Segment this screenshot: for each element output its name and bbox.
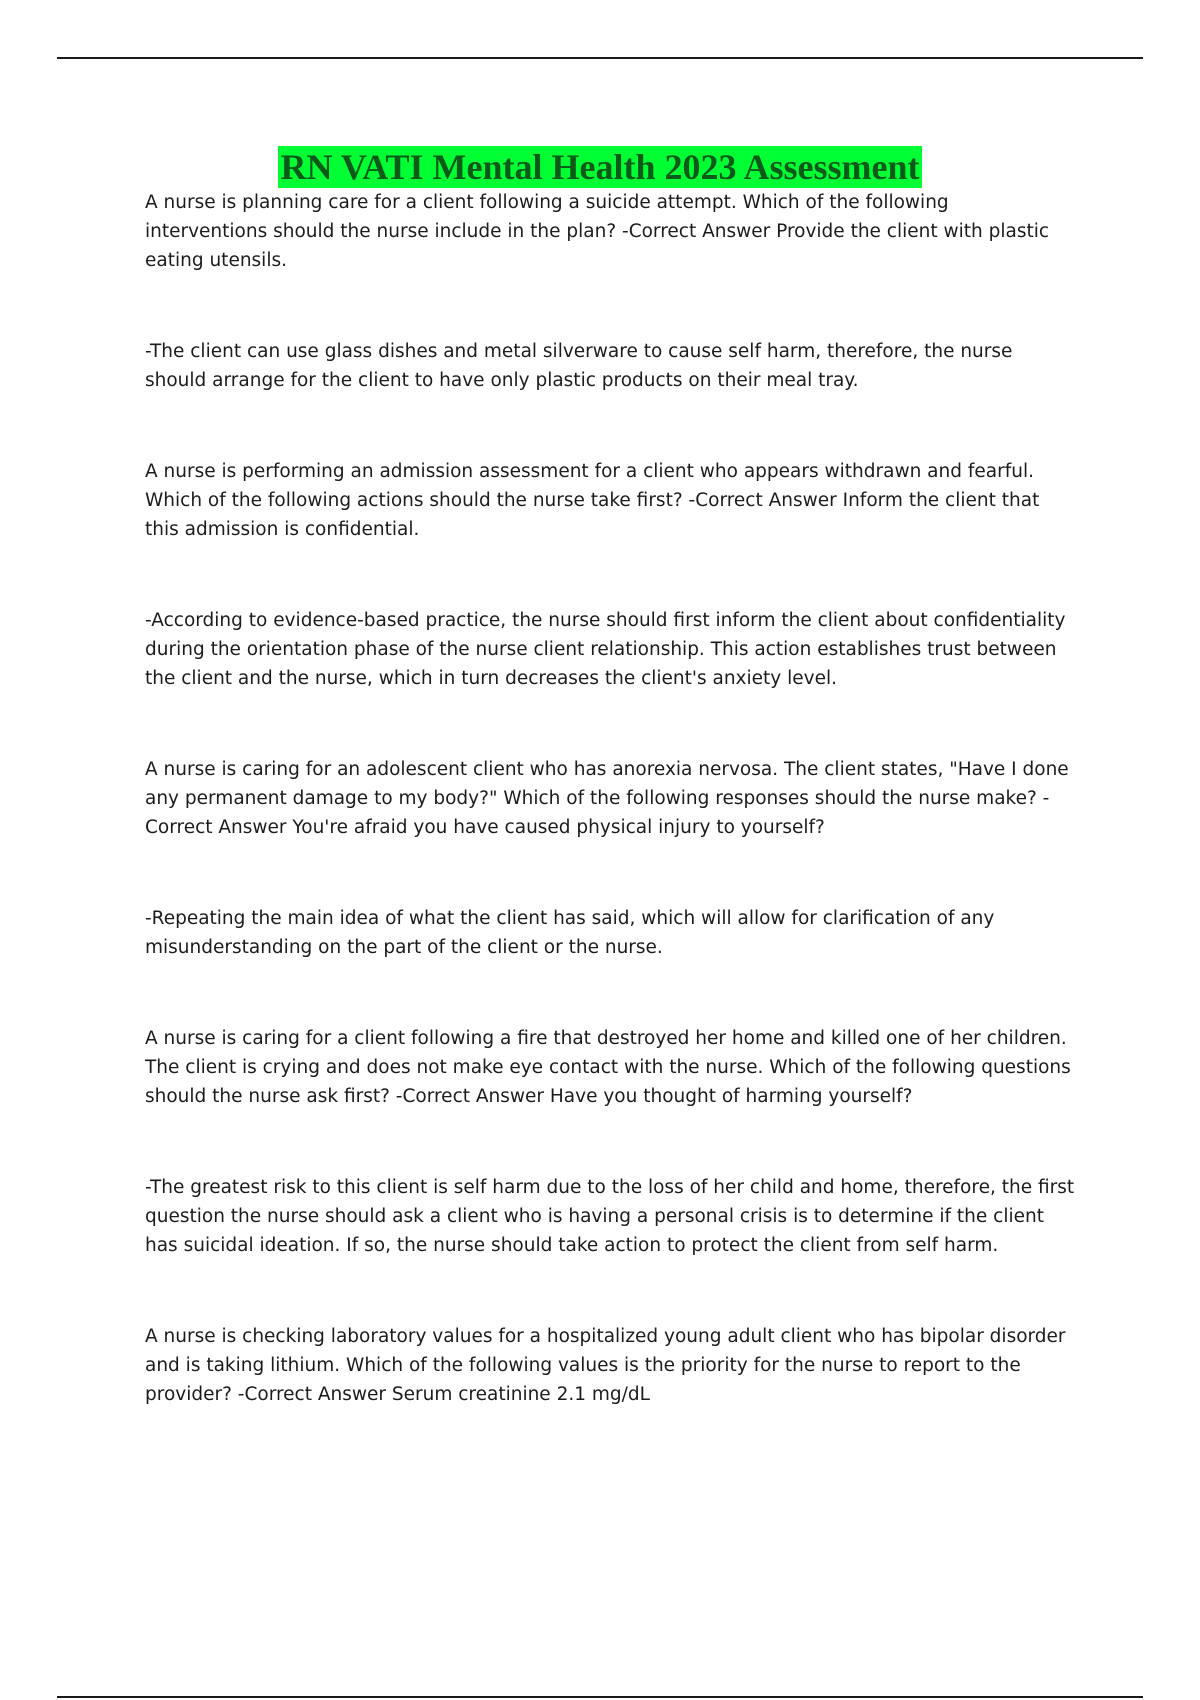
question-paragraph: A nurse is planning care for a client following a suicide attempt. Which of the following interventions should the nurse include in the plan? -Correct Answer Provide the client with plastic eating utensils. [145,192,1050,271]
bottom-rule [57,1696,1143,1698]
document-body [145,188,1075,1409]
question-paragraph: A nurse is performing an admission assessment for a client who appears withdrawn and fearful. Which of the following actions should the nurse take first? -Correct Answer Inform the client that this admission is confidential. [145,461,1040,540]
rationale-paragraph: -According to evidence-based practice, the nurse should first inform the client about confidentiality during the orientation phase of the nurse client relationship. This action establishes trust between the client and the nurse, which in turn decreases the client's anxiety level. [145,610,1066,689]
question-paragraph: A nurse is caring for a client following a fire that destroyed her home and killed one of her children. The client is crying and does not make eye contact with the nurse. Which of the following questions should the nurse ask first? -Correct Answer Have you thought of harming yourself? [145,1028,1071,1107]
question-paragraph: A nurse is caring for an adolescent client who has anorexia nervosa. The client states, "Have I done any permanent damage to my body?" Which of the following responses should the nurse make? -Correct Answer You're afraid you have caused physical injury to yourself? [145,759,1069,838]
top-rule [57,57,1143,59]
rationale-paragraph: -The client can use glass dishes and metal silverware to cause self harm, therefore, the nurse should arrange for the client to have only plastic products on their meal tray. [145,341,1013,391]
rationale-paragraph: -The greatest risk to this client is self harm due to the loss of her child and home, therefore, the first question the nurse should ask a client who is having a personal crisis is to determine if the client has suicidal ideation. If so, the nurse should take action to protect the client from self harm. [145,1177,1075,1256]
document-title: RN VATI Mental Health 2023 Assessment [280,147,920,187]
rationale-paragraph: -Repeating the main idea of what the client has said, which will allow for clarification of any misunderstanding on the part of the client or the nurse. [145,908,995,958]
question-paragraph: A nurse is checking laboratory values for a hospitalized young adult client who has bipolar disorder and is taking lithium. Which of the following values is the priority for the nurse to report to the provider? -Correct Answer Serum creatinine 2.1 mg/dL [145,1326,1066,1405]
title-container [0,146,1200,188]
